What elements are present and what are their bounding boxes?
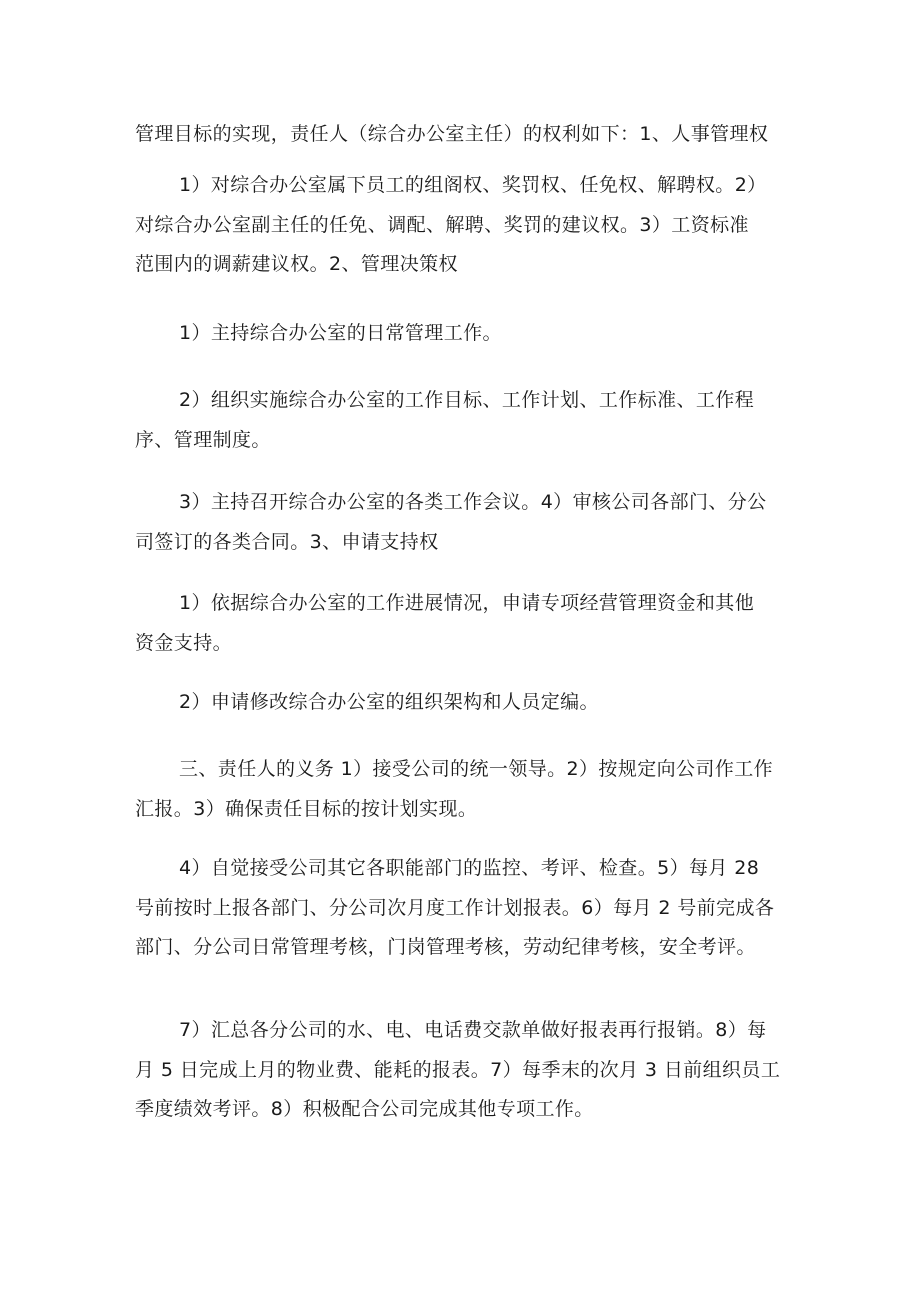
text-line: 对综合办公室副主任的任免、调配、解聘、奖罚的建议权。3）工资标准 bbox=[135, 213, 749, 236]
paragraph-decision-1 bbox=[135, 314, 790, 354]
text-line: 季度绩效考评。8）积极配合公司完成其他专项工作。 bbox=[135, 1098, 594, 1120]
text-line: 3）主持召开综合办公室的各类工作会议。4）审核公司各部门、分公 bbox=[179, 491, 767, 513]
paragraph-obligations bbox=[135, 750, 790, 829]
text-line: 2）组织实施综合办公室的工作目标、工作计划、工作标准、工作程 bbox=[179, 389, 755, 411]
text-line: 1）对综合办公室属下员工的组阁权、奖罚权、任免权、解聘权。2） bbox=[179, 174, 767, 196]
text-line: 汇报。3）确保责任目标的按计划实现。 bbox=[135, 797, 478, 820]
paragraph-obligations-4-6 bbox=[135, 849, 790, 968]
text-line: 司签订的各类合同。3、申请支持权 bbox=[135, 530, 439, 553]
paragraph-obligations-7-8 bbox=[135, 1011, 790, 1130]
paragraph-support-2 bbox=[135, 683, 790, 723]
text-line: 序、管理制度。 bbox=[135, 428, 271, 451]
text-line: 号前按时上报各部门、分公司次月度工作计划报表。6）每月 2 号前完成各 bbox=[135, 896, 775, 919]
text-line: 1）主持综合办公室的日常管理工作。 bbox=[179, 322, 502, 344]
text-line: 4）自觉接受公司其它各职能部门的监控、考评、检查。5）每月 28 bbox=[179, 857, 760, 879]
text-line: 范围内的调薪建议权。2、管理决策权 bbox=[135, 253, 458, 275]
text-line: 1）依据综合办公室的工作进展情况，申请专项经营管理资金和其他 bbox=[179, 592, 755, 614]
text-line: 部门、分公司日常管理考核，门岗管理考核，劳动纪律考核，安全考评。 bbox=[135, 936, 756, 958]
text-line: 管理目标的实现，责任人（综合办公室主任）的权利如下：1、人事管理权 bbox=[135, 123, 769, 145]
text-line: 三、责任人的义务 1）接受公司的统一领导。2）按规定向公司作工作 bbox=[179, 758, 774, 780]
paragraph-support-1 bbox=[135, 584, 790, 663]
paragraph-rights-intro bbox=[135, 115, 790, 155]
text-line: 7）汇总各分公司的水、电、电话费交款单做好报表再行报销。8）每 bbox=[179, 1019, 767, 1041]
text-line: 资金支持。 bbox=[135, 631, 233, 654]
paragraph-decision-2 bbox=[135, 381, 790, 460]
paragraph-decision-3 bbox=[135, 483, 790, 562]
paragraph-personnel-rights bbox=[135, 166, 790, 285]
text-line: 月 5 日完成上月的物业费、能耗的报表。7）每季末的次月 3 日前组织员工 bbox=[135, 1058, 781, 1081]
text-line: 2）申请修改综合办公室的组织架构和人员定编。 bbox=[179, 691, 599, 713]
